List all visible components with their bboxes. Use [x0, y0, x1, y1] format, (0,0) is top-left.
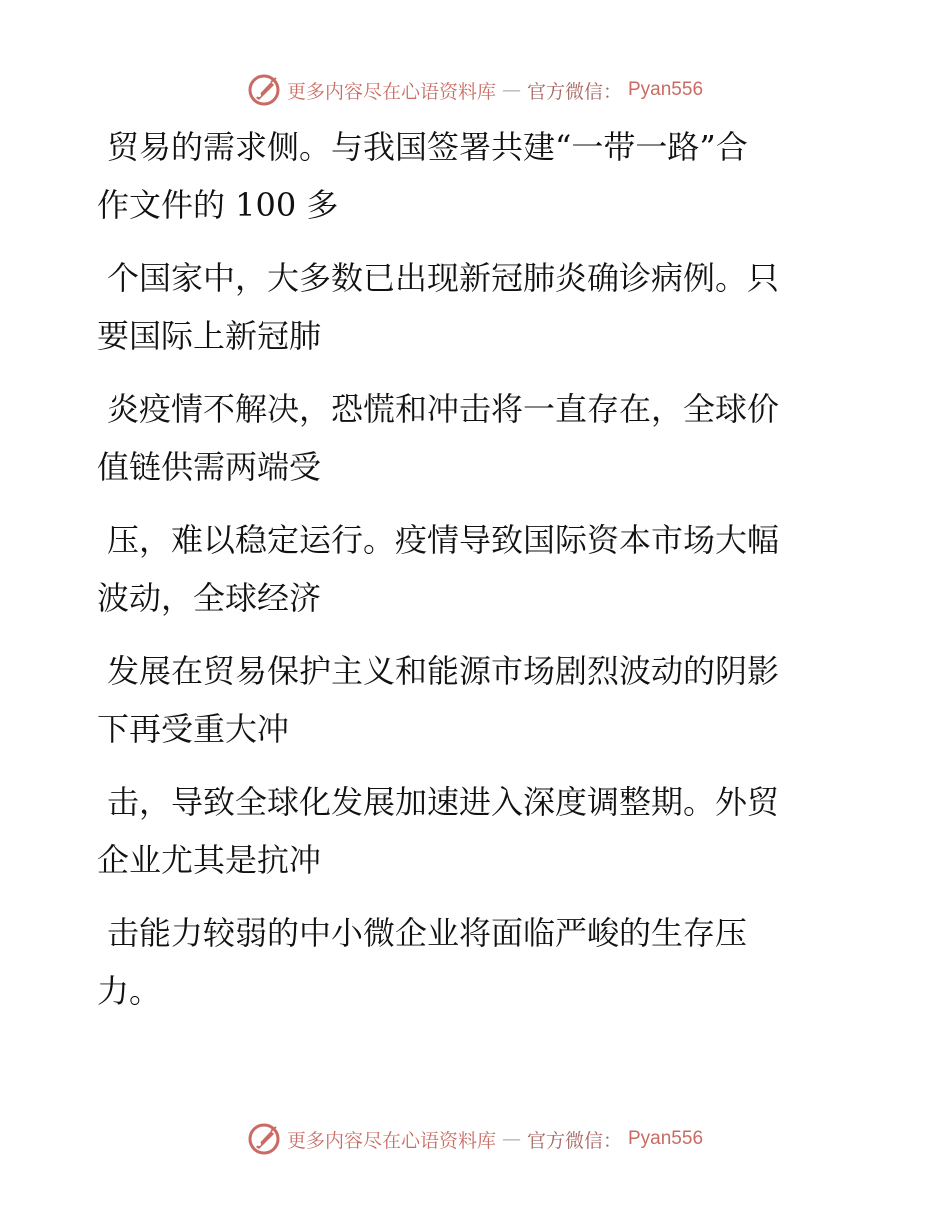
quill-logo-icon	[247, 1122, 281, 1156]
body-text	[97, 118, 832, 1035]
watermark-dash: —	[501, 1128, 521, 1150]
watermark-official-label: 官方微信：	[526, 80, 622, 103]
watermark-official-label: 官方微信：	[526, 1129, 622, 1152]
text-line: 个国家中，大多数已出现新冠肺炎确诊病例。只	[107, 259, 780, 297]
text-line: 要国际上新冠肺	[97, 317, 322, 355]
text-line: 压，难以稳定运行。疫情导致国际资本市场大幅	[107, 521, 780, 559]
watermark-wechat-id: Pyan556	[628, 1128, 704, 1149]
text-line: 发展在贸易保护主义和能源市场剧烈波动的阴影	[107, 652, 780, 690]
paragraph	[97, 511, 832, 627]
text-line: 企业尤其是抗冲	[97, 841, 322, 879]
watermark-wechat-id: Pyan556	[628, 79, 704, 100]
paragraph	[97, 773, 832, 889]
footer-watermark	[0, 1119, 950, 1159]
watermark-dash: —	[501, 79, 521, 101]
text-line: 击能力较弱的中小微企业将面临严峻的生存压	[107, 914, 748, 952]
text-line: 力。	[97, 972, 162, 1010]
text-line: 贸易的需求侧。与我国签署共建“一带一路”合	[107, 128, 748, 166]
text-line: 值链供需两端受	[97, 448, 322, 486]
text-line: 作文件的 100 多	[97, 186, 339, 224]
watermark-text: 更多内容尽在心语资料库	[286, 1129, 496, 1152]
text-line: 下再受重大冲	[97, 710, 290, 748]
paragraph	[97, 642, 832, 758]
paragraph	[97, 249, 832, 365]
paragraph	[97, 904, 832, 1020]
text-line: 击，导致全球化发展加速进入深度调整期。外贸	[107, 783, 780, 821]
text-line: 波动，全球经济	[97, 579, 322, 617]
quill-logo-icon	[247, 73, 281, 107]
watermark-text: 更多内容尽在心语资料库	[286, 80, 496, 103]
paragraph	[97, 118, 832, 234]
header-watermark	[0, 70, 950, 110]
paragraph	[97, 380, 832, 496]
text-line: 炎疫情不解决，恐慌和冲击将一直存在，全球价	[107, 390, 780, 428]
